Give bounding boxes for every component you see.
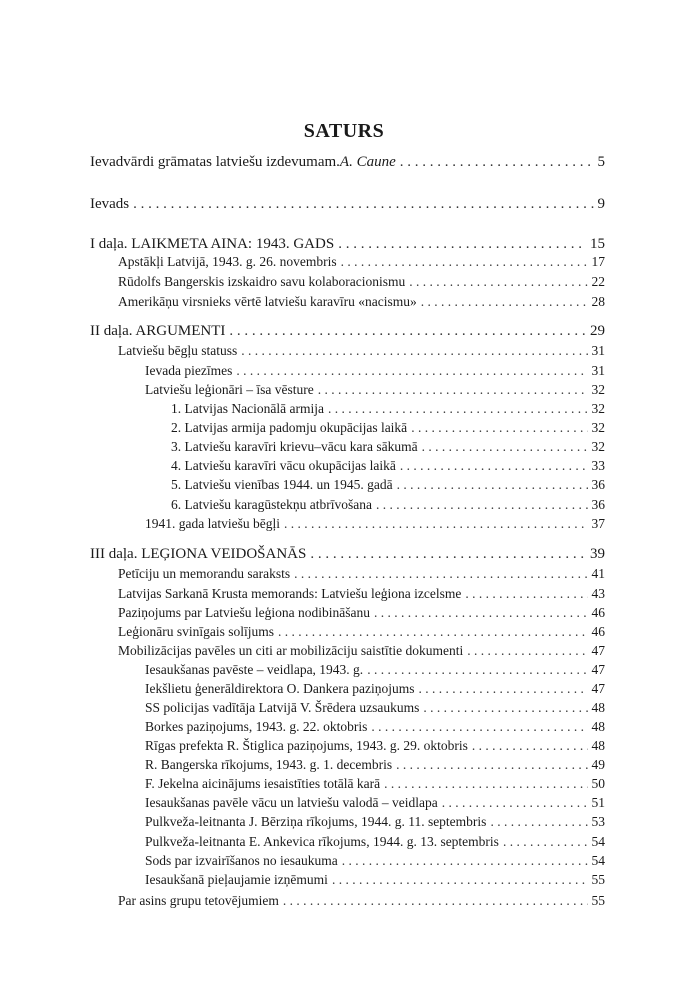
- toc-entry-page-number: 48: [591, 719, 605, 734]
- toc-entry-title: Leģionāru svinīgais solījums: [118, 624, 274, 639]
- toc-entry-title: Par asins grupu tetovējumiem: [118, 893, 279, 908]
- dot-leader: [278, 623, 588, 641]
- toc-entry-title: Borkes paziņojums, 1943. g. 22. oktobris: [145, 719, 368, 734]
- page-title: SATURS: [303, 120, 385, 142]
- toc-entry: [145, 775, 605, 793]
- toc-entry-page-number: 39: [590, 546, 605, 562]
- dot-leader: [229, 322, 586, 340]
- toc-entry-title: 6. Latviešu karagūstekņu atbrīvošana: [171, 497, 372, 512]
- dot-leader: [467, 642, 587, 660]
- toc-entry: [171, 438, 605, 456]
- toc-entry-page-number: 37: [591, 516, 605, 531]
- dot-leader: [411, 419, 587, 437]
- toc-entry-title: 1941. gada latviešu bēgļi: [145, 516, 280, 531]
- dot-leader: [400, 153, 594, 171]
- toc-entry: [145, 515, 605, 533]
- toc-entry-page-number: 28: [591, 294, 605, 309]
- toc-entry-page-number: 41: [591, 566, 605, 581]
- toc-entry-title: SS policijas vadītāja Latvijā V. Šrēdera uzsaukums: [145, 700, 420, 715]
- toc-entry: [145, 756, 605, 774]
- toc-entry-page-number: 29: [590, 323, 605, 339]
- toc-entry: [145, 699, 605, 717]
- toc-entry-title: Apstākļi Latvijā, 1943. g. 26. novembris: [118, 254, 337, 269]
- toc-entry-page-number: 55: [591, 872, 605, 887]
- toc-entry-title: III daļa. LEĢIONA VEIDOŠANĀS: [90, 546, 307, 562]
- toc-entry-page-number: 5: [597, 154, 605, 170]
- toc-entry: [118, 892, 605, 910]
- toc-entry-title: Pulkveža-leitnanta J. Bērziņa rīkojums, 1944. g. 11. septembris: [145, 814, 487, 829]
- toc-entry-title: Iesaukšanas pavēste – veidlapa, 1943. g.: [145, 662, 364, 677]
- toc-entry-title: Sods par izvairīšanos no iesaukuma: [145, 853, 338, 868]
- dot-leader: [341, 253, 588, 271]
- toc-entry-title: 5. Latviešu vienības 1944. un 1945. gadā: [171, 477, 393, 492]
- toc-entry: [145, 381, 605, 399]
- dot-leader: [338, 235, 586, 253]
- toc-entry-title: Latviešu leģionāri – īsa vēsture: [145, 382, 314, 397]
- toc-entry-title: Mobilizācijas pavēles un citi ar mobilizāciju saistītie dokumenti: [118, 643, 464, 658]
- toc-entry-title: Ievads: [90, 196, 130, 212]
- dot-leader: [409, 273, 587, 291]
- toc-entry-page-number: 32: [591, 401, 605, 416]
- toc-entry-page-number: 31: [591, 363, 605, 378]
- toc-entry: [118, 565, 605, 583]
- toc-entry-title: Rīgas prefekta R. Štiglica paziņojums, 1943. g. 29. oktobris: [145, 738, 468, 753]
- toc-entry-page-number: 17: [591, 254, 605, 269]
- toc-entry-page-number: 43: [591, 586, 605, 601]
- toc-entry: [90, 545, 605, 563]
- toc-entry: [145, 852, 605, 870]
- toc-entry: [171, 457, 605, 475]
- dot-leader: [294, 565, 587, 583]
- dot-leader: [384, 775, 587, 793]
- toc-entry-title: Iesaukšanā pieļaujamie izņēmumi: [145, 872, 328, 887]
- toc-entry-title: F. Jekelna aicinājums iesaistīties totālā karā: [145, 776, 381, 791]
- toc-entry-title: Ievadvārdi grāmatas latviešu izdevumam.: [90, 154, 340, 170]
- dot-leader: [422, 438, 588, 456]
- dot-leader: [421, 293, 588, 311]
- toc-entry: [171, 476, 605, 494]
- toc-entry-page-number: 54: [591, 853, 605, 868]
- dot-leader: [503, 833, 588, 851]
- toc-entry: [145, 680, 605, 698]
- toc-entry-title: Rūdolfs Bangerskis izskaidro savu kolaboracionismu: [118, 274, 406, 289]
- toc-entry-title: Ievada piezīmes: [145, 363, 233, 378]
- toc-entry-page-number: 32: [591, 382, 605, 397]
- dot-leader: [465, 585, 587, 603]
- toc-entry-title: Petīciju un memorandu saraksts: [118, 566, 291, 581]
- dot-leader: [342, 852, 588, 870]
- toc-entry: [90, 322, 605, 340]
- toc-entry: [145, 794, 605, 812]
- dot-leader: [371, 718, 587, 736]
- dot-leader: [376, 496, 588, 514]
- toc-entry-page-number: 22: [591, 274, 605, 289]
- dot-leader: [310, 545, 586, 563]
- toc-entry-page-number: 33: [591, 458, 605, 473]
- toc-entry-page-number: 36: [591, 497, 605, 512]
- toc-entry-page-number: 32: [591, 420, 605, 435]
- dot-leader: [241, 342, 587, 360]
- toc-entry-title: R. Bangerska rīkojums, 1943. g. 1. decembris: [145, 757, 393, 772]
- toc-entry: [171, 496, 605, 514]
- toc-entry: [118, 273, 605, 291]
- toc-entry: [118, 342, 605, 360]
- toc-entry-title: 2. Latvijas armija padomju okupācijas laikā: [171, 420, 408, 435]
- toc-entry-page-number: 47: [591, 643, 605, 658]
- toc-entry: [90, 235, 605, 253]
- dot-leader: [318, 381, 588, 399]
- toc-entry: [118, 604, 605, 622]
- dot-leader: [367, 661, 587, 679]
- dot-leader: [374, 604, 588, 622]
- toc-entry-title: Latvijas Sarkanā Krusta memorands: Latviešu leģiona izcelsme: [118, 586, 462, 601]
- toc-entry: [145, 362, 605, 380]
- toc-entry-title: 3. Latviešu karavīri krievu–vācu kara sākumā: [171, 439, 418, 454]
- toc-entry: [118, 642, 605, 660]
- toc-entry: [118, 623, 605, 641]
- toc-entry-page-number: 54: [591, 834, 605, 849]
- toc-entry-title: 4. Latviešu karavīri vācu okupācijas laikā: [171, 458, 396, 473]
- toc-entry-page-number: 55: [591, 893, 605, 908]
- toc-entry: [90, 153, 605, 171]
- dot-leader: [423, 699, 587, 717]
- toc-entry-page-number: 51: [591, 795, 605, 810]
- toc-entry-page-number: 48: [591, 700, 605, 715]
- toc-entry: [145, 813, 605, 831]
- toc-entry-title: Latviešu bēgļu statuss: [118, 343, 238, 358]
- toc-entry-title: Paziņojums par Latviešu leģiona nodibināšanu: [118, 605, 370, 620]
- dot-leader: [472, 737, 588, 755]
- dot-leader: [397, 476, 588, 494]
- toc-entry: [118, 253, 605, 271]
- dot-leader: [419, 680, 588, 698]
- dot-leader: [400, 457, 588, 475]
- toc-entry-page-number: 36: [591, 477, 605, 492]
- toc-entry-page-number: 46: [591, 624, 605, 639]
- toc-entry-title: Iekšlietu ģenerāldirektora O. Dankera paziņojums: [145, 681, 415, 696]
- toc-entry-title: II daļa. ARGUMENTI: [90, 323, 226, 339]
- toc-entry: [145, 871, 605, 889]
- toc-entry-author: A. Caune: [339, 154, 396, 170]
- toc-entry: [145, 833, 605, 851]
- toc-entry: [118, 585, 605, 603]
- toc-entry-title: Amerikāņu virsnieks vērtē latviešu karavīru «nacismu»: [118, 294, 417, 309]
- toc-entry-page-number: 47: [591, 662, 605, 677]
- toc-entry: [171, 400, 605, 418]
- toc-entry-page-number: 50: [591, 776, 605, 791]
- toc-entry-title: 1. Latvijas Nacionālā armija: [171, 401, 324, 416]
- dot-leader: [283, 892, 588, 910]
- toc-entry-page-number: 47: [591, 681, 605, 696]
- toc-entry-title: Pulkveža-leitnanta E. Ankevica rīkojums, 1944. g. 13. septembris: [145, 834, 499, 849]
- dot-leader: [396, 756, 587, 774]
- dot-leader: [442, 794, 588, 812]
- toc-entry-page-number: 46: [591, 605, 605, 620]
- toc-entry: [145, 737, 605, 755]
- toc-entry-page-number: 48: [591, 738, 605, 753]
- toc-entry: [118, 293, 605, 311]
- toc-entry-title: Iesaukšanas pavēle vācu un latviešu valodā – veidlapa: [145, 795, 438, 810]
- toc-entry-page-number: 31: [591, 343, 605, 358]
- toc-entry: [145, 661, 605, 679]
- toc-entry: [171, 419, 605, 437]
- dot-leader: [133, 195, 593, 213]
- dot-leader: [328, 400, 588, 418]
- toc-entry-page-number: 53: [591, 814, 605, 829]
- toc-entry-page-number: 15: [590, 236, 605, 252]
- dot-leader: [236, 362, 587, 380]
- toc-entry-page-number: 49: [591, 757, 605, 772]
- toc-entry: [145, 718, 605, 736]
- dot-leader: [284, 515, 588, 533]
- toc-entry-title: I daļa. LAIKMETA AINA: 1943. GADS: [90, 236, 335, 252]
- toc-entry-page-number: 9: [597, 196, 605, 212]
- toc-entry: [90, 195, 605, 213]
- toc-entry-page-number: 32: [591, 439, 605, 454]
- dot-leader: [490, 813, 587, 831]
- dot-leader: [332, 871, 588, 889]
